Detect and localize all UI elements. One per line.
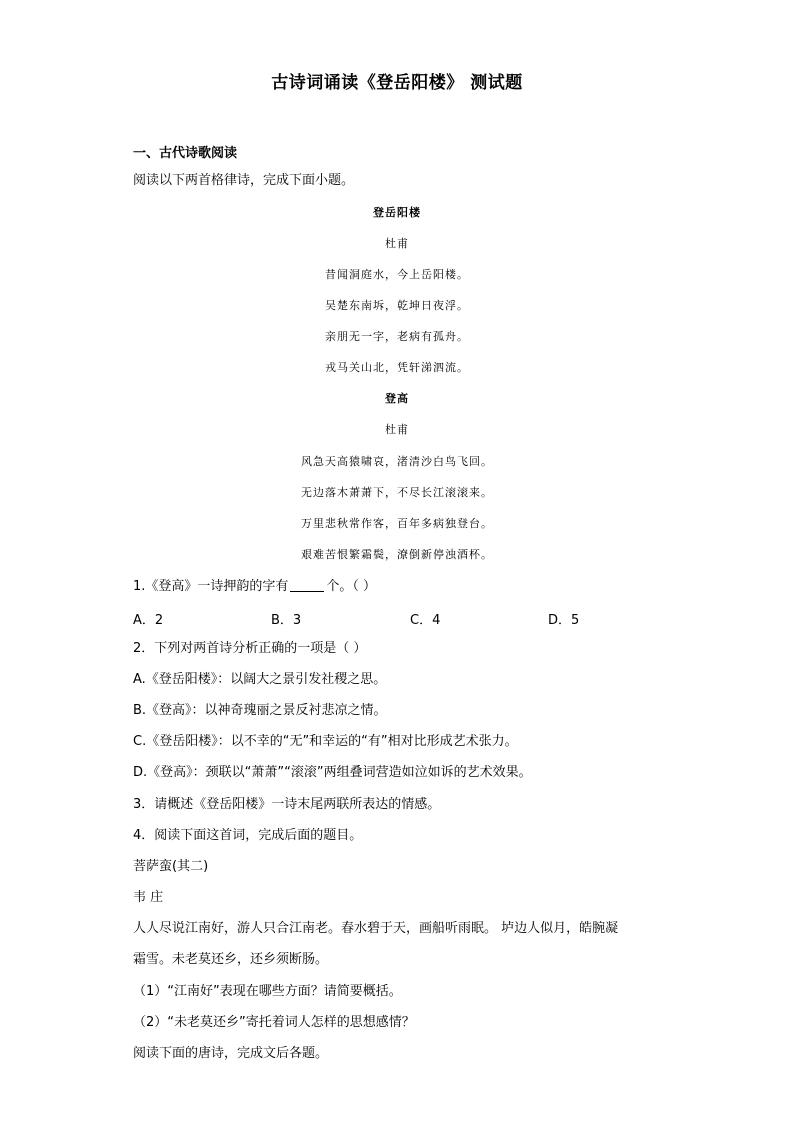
poem2-author: 杜甫	[385, 423, 409, 436]
question-1-text: 1.《登高》一诗押韵的字有	[133, 579, 289, 594]
option-b: B.《登高》：以神奇瑰丽之景反衬悲凉之情。	[133, 703, 387, 718]
poem2-line: 万里悲秋常作客，百年多病独登台。	[301, 517, 493, 530]
poem1-line: 亲朋无一字，老病有孤舟。	[325, 330, 469, 343]
poem3-text: 人人尽说江南好，游人只合江南老。春水碧于天，画船听雨眠。 垆边人似月，皓腕凝	[133, 921, 619, 936]
question-4-1: （1）“江南好”表现在哪些方面？请简要概括。	[133, 984, 402, 999]
question-2: 2．下列对两首诗分析正确的一项是（ ）	[133, 641, 367, 656]
poem2-line: 艰难苦恨繁霜鬓，潦倒新停浊酒杯。	[301, 548, 493, 561]
instruction-text: 阅读下面的唐诗，完成文后各题。	[133, 1046, 329, 1061]
poem2-line: 风急天高猿啸哀，渚清沙白鸟飞回。	[301, 455, 493, 468]
poem3-author: 韦 庄	[133, 890, 164, 905]
option-d: D．5	[548, 613, 580, 628]
poem2-title: 登高	[385, 392, 409, 405]
answer-blank[interactable]	[290, 579, 324, 592]
poem1-author: 杜甫	[385, 237, 409, 250]
section-heading: 一、古代诗歌阅读	[133, 146, 238, 161]
option-b: B．3	[271, 613, 302, 628]
option-c: C.《登岳阳楼》：以不幸的“无”和幸运的“有”相对比形成艺术张力。	[133, 734, 518, 749]
option-c: C．4	[410, 613, 441, 628]
poem1-line: 昔闻洞庭水，今上岳阳楼。	[325, 268, 469, 281]
poem3-text: 霜雪。未老莫还乡，还乡须断肠。	[133, 952, 329, 967]
poem1-line: 吴楚东南坼，乾坤日夜浮。	[325, 299, 469, 312]
question-1	[133, 578, 376, 596]
poem2-line: 无边落木萧萧下，不尽长江滚滚来。	[301, 486, 493, 499]
poem1-line: 戎马关山北，凭轩涕泗流。	[325, 361, 469, 374]
question-1-tail: 个。（ ）	[326, 579, 377, 594]
document-title: 古诗词诵读《登岳阳楼》 测试题	[271, 73, 523, 93]
option-a: A.《登岳阳楼》：以阔大之景引发社稷之思。	[133, 672, 387, 687]
question-4-2: （2）“未老莫还乡”寄托着词人怎样的思想感情？	[133, 1015, 415, 1030]
question-3: 3．请概述《登岳阳楼》一诗末尾两联所表达的情感。	[133, 797, 441, 812]
poem1-title: 登岳阳楼	[373, 206, 421, 219]
question-4: 4．阅读下面这首词，完成后面的题目。	[133, 828, 363, 843]
poem3-title: 菩萨蛮(其二)	[133, 859, 209, 874]
option-d: D.《登高》：颈联以“萧萧”“滚滚”两组叠词营造如泣如诉的艺术效果。	[133, 765, 532, 780]
option-a: A．2	[133, 613, 164, 628]
instruction-text: 阅读以下两首格律诗，完成下面小题。	[133, 173, 355, 188]
